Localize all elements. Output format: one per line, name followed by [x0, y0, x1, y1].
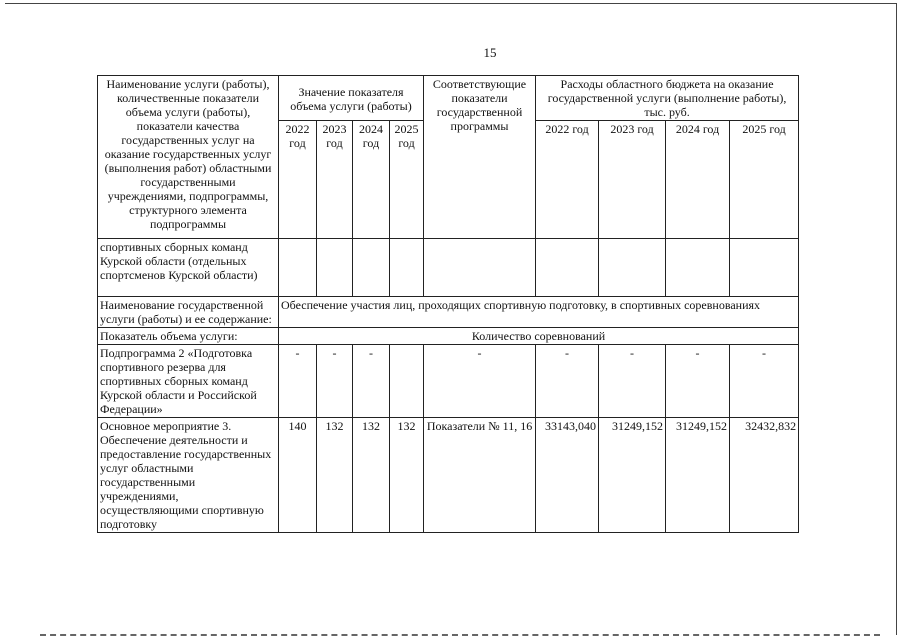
row-value: 132 — [317, 418, 353, 533]
table-row — [98, 345, 799, 418]
table-row — [98, 418, 799, 533]
empty-cell — [424, 239, 536, 297]
row-programs: Показатели № 11, 16 — [424, 418, 536, 533]
empty-cell — [536, 239, 599, 297]
header-name-line1: Наименование услуги (работы), количественные показатели объема услуги (работы), — [106, 77, 270, 119]
empty-cell — [279, 239, 317, 297]
table-row-service — [98, 297, 799, 328]
table-row-indicator — [98, 328, 799, 345]
header-expense-year: 2024 год — [666, 121, 730, 239]
indicator-value: Количество соревнований — [279, 328, 799, 345]
row-name: Основное мероприятие 3. Обеспечение деятельности и предоставление государственных услуг областными государственными учреждениями, осуществляющими спортивную подготовку — [98, 418, 279, 533]
service-value: Обеспечение участия лиц, проходящих спортивную подготовку, в спортивных соревнованиях — [279, 297, 799, 328]
budget-table — [97, 75, 799, 533]
row-value: - — [317, 345, 353, 418]
header-name-line2: показатели качества государственных услуг на оказание государственных услуг (выполнения работ) областными государственными учреждениями, подпрограммы, структурного элемента подпрограммы — [104, 119, 272, 231]
row-expense: 31249,152 — [666, 418, 730, 533]
row-expense: - — [730, 345, 799, 418]
empty-cell — [353, 239, 390, 297]
row-value: - — [353, 345, 390, 418]
indicator-label: Показатель объема услуги: — [98, 328, 279, 345]
row-expense: - — [536, 345, 599, 418]
table-row-continuation — [98, 239, 799, 297]
row-value: - — [279, 345, 317, 418]
scan-bottom-edge — [40, 634, 880, 636]
page-number: 15 — [483, 45, 497, 60]
empty-cell — [599, 239, 666, 297]
header-value-year: 2022 год — [279, 121, 317, 239]
empty-cell — [317, 239, 353, 297]
row-programs: - — [424, 345, 536, 418]
row-expense: 32432,832 — [730, 418, 799, 533]
header-programs-line1: Соответствующие показатели государственной — [432, 77, 527, 119]
header-programs-cell — [424, 76, 536, 239]
empty-cell — [730, 239, 799, 297]
row-expense: 31249,152 — [599, 418, 666, 533]
empty-cell — [390, 239, 424, 297]
header-value-year: 2024 год — [353, 121, 390, 239]
header-programs-line2: программы — [450, 119, 509, 133]
header-expense-year: 2023 год — [599, 121, 666, 239]
row-value: 132 — [390, 418, 424, 533]
header-expense-year: 2022 год — [536, 121, 599, 239]
service-label: Наименование государственной услуги (работы) и ее содержание: — [98, 297, 279, 328]
row-name: Подпрограмма 2 «Подготовка спортивного резерва для спортивных сборных команд Курской области и Российской Федерации» — [98, 345, 279, 418]
row-value — [390, 345, 424, 418]
header-row-1 — [98, 76, 799, 121]
row-value: 132 — [353, 418, 390, 533]
header-value-year: 2025 год — [390, 121, 424, 239]
row-expense: - — [599, 345, 666, 418]
header-value-group: Значение показателя объема услуги (работы) — [279, 76, 424, 121]
header-name-cell — [98, 76, 279, 239]
row-expense: 33143,040 — [536, 418, 599, 533]
header-expenses-group: Расходы областного бюджета на оказание государственной услуги (выполнение работы), тыс. руб. — [536, 76, 799, 121]
row-value: 140 — [279, 418, 317, 533]
row-expense: - — [666, 345, 730, 418]
empty-cell — [666, 239, 730, 297]
header-expense-year: 2025 год — [730, 121, 799, 239]
row-name: спортивных сборных команд Курской области (отдельных спортсменов Курской области) — [98, 239, 279, 297]
header-value-year: 2023 год — [317, 121, 353, 239]
